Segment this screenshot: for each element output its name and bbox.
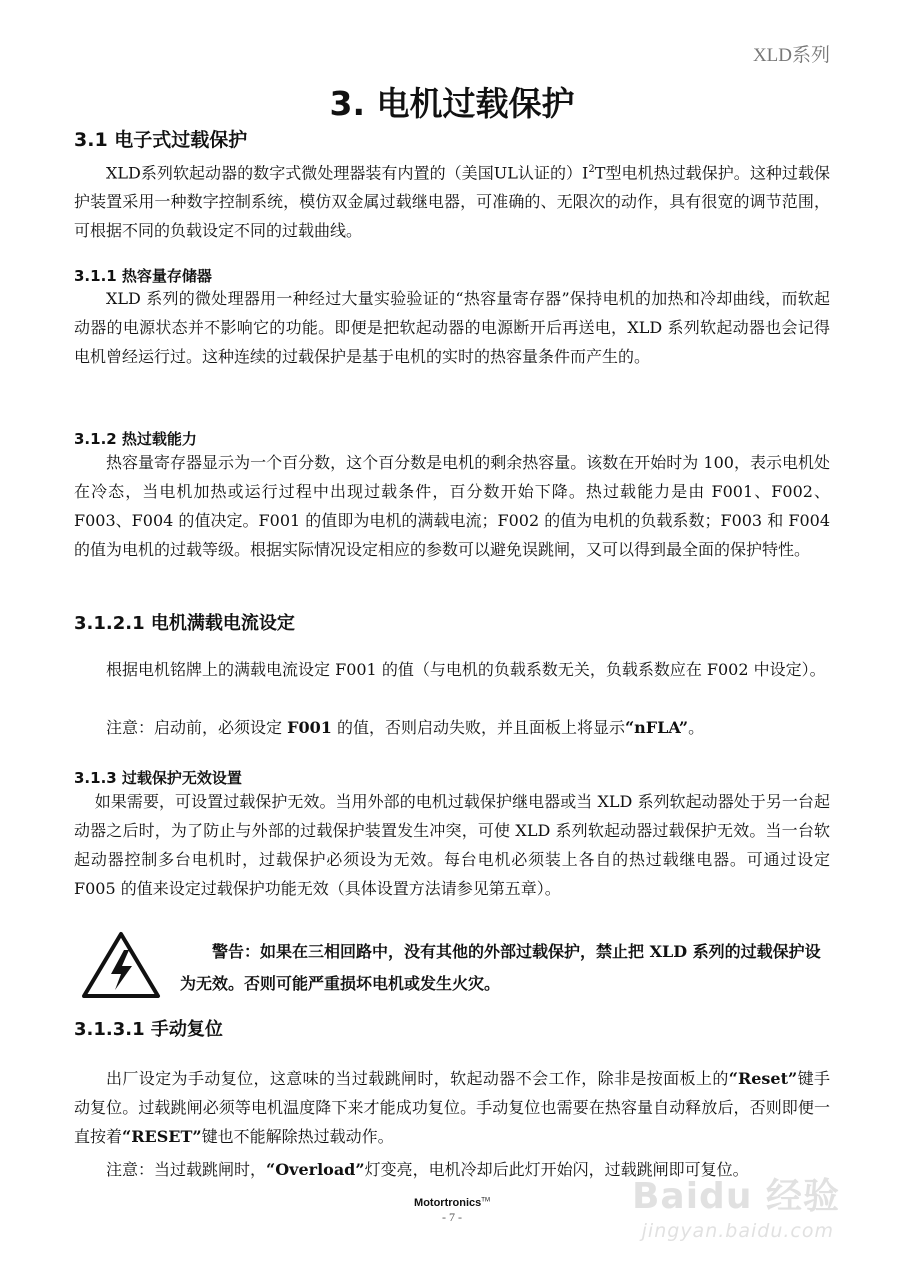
paragraph-3-1-2: 热容量寄存器显示为一个百分数，这个百分数是电机的剩余热容量。该数在开始时为 100，表示电机处在冷态，当电机加热或运行过程中出现过载条件，百分数开始下降。热过载能力是由 F001、F002、F003、F004 的值决定。F001 的值即为电机的满载电流；F002 的值为电机的负载系数；F003 和 F004 的值为电机的过载等级。根据实际情况设定相应的参数可以避免误跳闸，又可以得到最全面的保护特性。 <box>74 453 830 559</box>
paragraph-3-1-1: XLD 系列的微处理器用一种经过大量实验验证的“热容量寄存器”保持电机的加热和冷却曲线，而软起动器的电源状态并不影响它的功能。即便是把软起动器的电源断开后再送电，XLD 系列软起动器也会记得电机曾经运行过。这种连续的过载保护是基于电机的实时的热容量条件而产生的。 <box>74 289 830 366</box>
heading-3-1-1: 3.1.1 热容量存储器 <box>74 267 212 285</box>
page-number: - 7 - <box>442 1210 462 1224</box>
note-3-1-3-1: 注意：当过载跳闸时，“Overload”灯变亮，电机冷却后此灯开始闪，过载跳闸即可复位。 <box>106 1160 749 1179</box>
heading-3-1-3: 3.1.3 过载保护无效设置 <box>74 769 242 787</box>
heading-3-1-2: 3.1.2 热过载能力 <box>74 430 197 448</box>
baidu-watermark <box>630 1168 840 1268</box>
heading-3-1: 3.1 电子式过载保护 <box>74 129 248 151</box>
heading-3-1-3-1: 3.1.3.1 手动复位 <box>74 1019 223 1040</box>
paragraph-3-1-2-1: 根据电机铭牌上的满载电流设定 F001 的值（与电机的负载系数无关，负载系数应在 F002 中设定）。 <box>106 660 826 679</box>
high-voltage-warning-icon <box>80 930 162 1000</box>
footer-brand: Motortronics™ <box>414 1197 490 1209</box>
heading-3-1-2-1: 3.1.2.1 电机满载电流设定 <box>74 613 295 634</box>
paragraph-3-1-3-1: 出厂设定为手动复位，这意味的当过载跳闸时，软起动器不会工作，除非是按面板上的“Reset”键手动复位。过载跳闸必须等电机温度降下来才能成功复位。手动复位也需要在热容量自动释放后，否则即便一直按着“RESET”键也不能解除热过载动作。 <box>74 1069 830 1146</box>
watermark-logo-text: Baidu 经验 <box>631 1176 840 1217</box>
warning-text: 警告：如果在三相回路中，没有其他的外部过载保护，禁止把 XLD 系列的过载保护设为无效。否则可能严重损坏电机或发生火灾。 <box>180 942 821 993</box>
watermark-url: jingyan.baidu.com <box>641 1220 834 1242</box>
note-3-1-2-1: 注意：启动前，必须设定 F001 的值，否则启动失败，并且面板上将显示“nFLA”。 <box>106 718 705 737</box>
paragraph-3-1: XLD系列软起动器的数字式微处理器装有内置的（美国UL认证的）$I^2T$型电机热过载保护。这种过载保护装置采用一种数字控制系统，模仿双金属过载继电器，可准确的、无限次的动作，具有很宽的调节范围，可根据不同的负载设定不同的过载曲线。 <box>74 163 830 241</box>
running-header: XLD系列 <box>752 45 830 66</box>
paragraph-3-1-3: 如果需要，可设置过载保护无效。当用外部的电机过载保护继电器或当 XLD 系列软起动器处于另一台起动器之后时，为了防止与外部的过载保护装置发生冲突，可使 XLD 系列软起动器过载保护无效。当一台软起动器控制多台电机时，过载保护必须设为无效。每台电机必须装上各自的热过载继电器。可通过设定 F005 的值来设定过载保护功能无效（具体设置方法请参见第五章）。 <box>74 792 830 898</box>
chapter-title: 3. 电机过载保护 <box>329 84 575 123</box>
